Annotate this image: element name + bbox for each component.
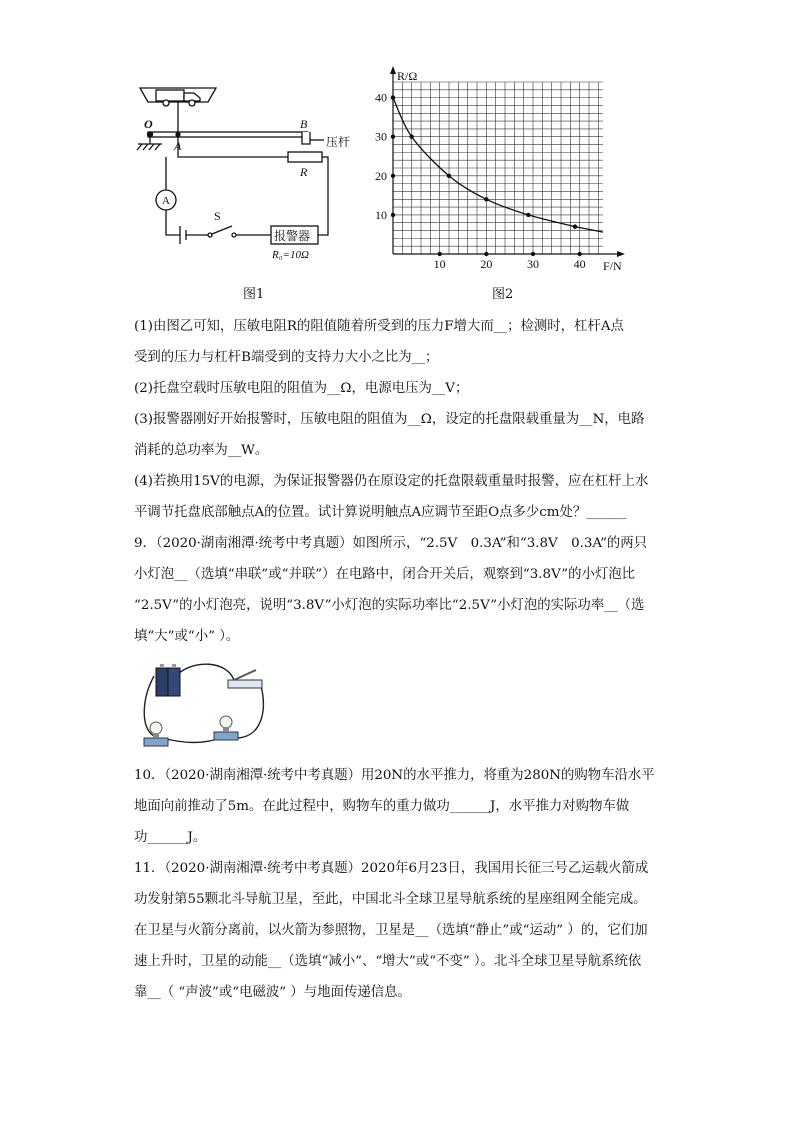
y-tick-dot bbox=[391, 174, 395, 178]
data-point bbox=[573, 224, 577, 228]
x-axis-arrow bbox=[617, 251, 625, 257]
y-tick-dot bbox=[391, 135, 395, 139]
chart-series bbox=[391, 95, 603, 232]
bulb-icon bbox=[144, 722, 168, 746]
lever bbox=[137, 132, 324, 150]
x-tick-label: 10 bbox=[433, 257, 446, 271]
chart-xlabel: F/N bbox=[603, 259, 622, 273]
x-tick-label: 20 bbox=[480, 257, 493, 271]
y-tick-label: 40 bbox=[375, 90, 387, 105]
figure-3-bulb-circuit bbox=[134, 658, 269, 753]
q9-line-1: 9．（2020·湖南湘潭·统考中考真题）如图所示，“2.5V 0.3A”和“3.8V 0.3A”的两只 bbox=[134, 536, 648, 551]
ammeter-label: A bbox=[162, 195, 170, 207]
label-b: B bbox=[300, 117, 308, 131]
q9-line-2: 小灯泡__（选填“串联”或“并联”）在电路中，闭合开关后，观察到“3.8V”的小灯泡比 bbox=[134, 567, 636, 582]
q11-line-2: 功发射第55颗北斗导航卫星，至此，中国北斗全球卫星导航系统的星座组网全能完成。 bbox=[134, 892, 647, 907]
q9-line-3: “2.5V”的小灯泡亮，说明“3.8V”小灯泡的实际功率比“2.5V”小灯泡的实际功率__（选 bbox=[134, 598, 645, 613]
x-tick-label: 30 bbox=[527, 257, 539, 271]
label-r0: R₀=10Ω bbox=[272, 249, 309, 261]
q8-3-line-2: 消耗的总功率为__W。 bbox=[134, 443, 269, 458]
q10-line-3: 功______J。 bbox=[134, 830, 207, 845]
y-tick-label: 10 bbox=[375, 207, 387, 222]
label-o: O bbox=[144, 117, 153, 131]
x-tick-dot bbox=[484, 252, 488, 256]
x-tick-dot bbox=[437, 252, 441, 256]
label-alarm: 报警器 bbox=[274, 229, 311, 243]
y-tick-dot bbox=[391, 213, 395, 217]
label-a: A bbox=[174, 139, 182, 153]
label-r: R bbox=[300, 165, 308, 179]
figure-1-circuit bbox=[128, 80, 358, 270]
label-ganggan: 压杆 bbox=[326, 135, 351, 149]
series-line bbox=[393, 98, 603, 232]
x-tick-label: 40 bbox=[573, 257, 586, 271]
data-point bbox=[447, 174, 451, 178]
q10-line-1: 10．（2020·湖南湘潭·统考中考真题）用20N的水平推力，将重为280N的购物车沿水平 bbox=[134, 768, 655, 783]
y-axis-arrow bbox=[390, 66, 396, 74]
label-s: S bbox=[214, 209, 221, 223]
q9-line-4: 填“大”或“小” ）。 bbox=[134, 629, 240, 644]
battery-icon bbox=[156, 664, 180, 696]
data-point bbox=[391, 95, 395, 99]
q8-3-line-1: (3)报警器刚好开始报警时，压敏电阻的阻值为__Ω，设定的托盘限载重量为__N，电路 bbox=[134, 412, 645, 427]
q8-1-line-2: 受到的压力与杠杆B端受到的支持力大小之比为__； bbox=[134, 350, 439, 365]
q10-line-2: 地面向前推动了5m。在此过程中，购物车的重力做功______J，水平推力对购物车做 bbox=[134, 799, 630, 814]
y-tick-label: 30 bbox=[375, 129, 387, 144]
y-tick-label: 20 bbox=[375, 168, 387, 183]
figure-1-caption: 图1 bbox=[243, 287, 265, 302]
data-point bbox=[409, 135, 413, 139]
q11-line-5: 靠__（ “声波”或“电磁波” ）与地面传递信息。 bbox=[134, 985, 411, 1000]
q11-line-3: 在卫星与火箭分离前，以火箭为参照物，卫星是__（选填“静止”或“运动” ）的，它们加 bbox=[134, 923, 648, 938]
pressure-resistor bbox=[288, 152, 322, 162]
q11-line-4: 速上升时，卫星的动能__（选填“减小”、“增大”或“不变” ）。北斗全球卫星导航系统依 bbox=[134, 954, 642, 969]
x-tick-dot bbox=[577, 252, 581, 256]
data-point bbox=[526, 213, 530, 217]
chart-ylabel: R/Ω bbox=[397, 69, 418, 83]
q8-2: (2)托盘空载时压敏电阻的阻值为__Ω，电源电压为__V； bbox=[134, 381, 469, 396]
q11-line-1: 11．（2020·湖南湘潭·统考中考真题）2020年6月23日，我国用长征三号乙运载火箭成 bbox=[134, 861, 649, 876]
figure-2-caption: 图2 bbox=[492, 287, 514, 302]
q8-4-line-1: (4)若换用15V的电源，为保证报警器仍在原设定的托盘限载重量时报警，应在杠杆上水 bbox=[134, 474, 649, 489]
figure-2-chart bbox=[365, 66, 635, 276]
x-tick-dot bbox=[531, 252, 535, 256]
chart-axes bbox=[375, 66, 625, 271]
q8-1-line-1: (1)由图乙可知，压敏电阻R的阻值随着所受到的压力F增大而__；检测时，杠杆A点 bbox=[134, 319, 624, 334]
bulb-icon bbox=[214, 716, 238, 740]
chart-grid bbox=[393, 82, 603, 254]
q8-4-line-2: 平调节托盘底部触点A的位置。试计算说明触点A应调节至距O点多少cm处？______ bbox=[134, 505, 627, 520]
data-point bbox=[484, 197, 488, 201]
